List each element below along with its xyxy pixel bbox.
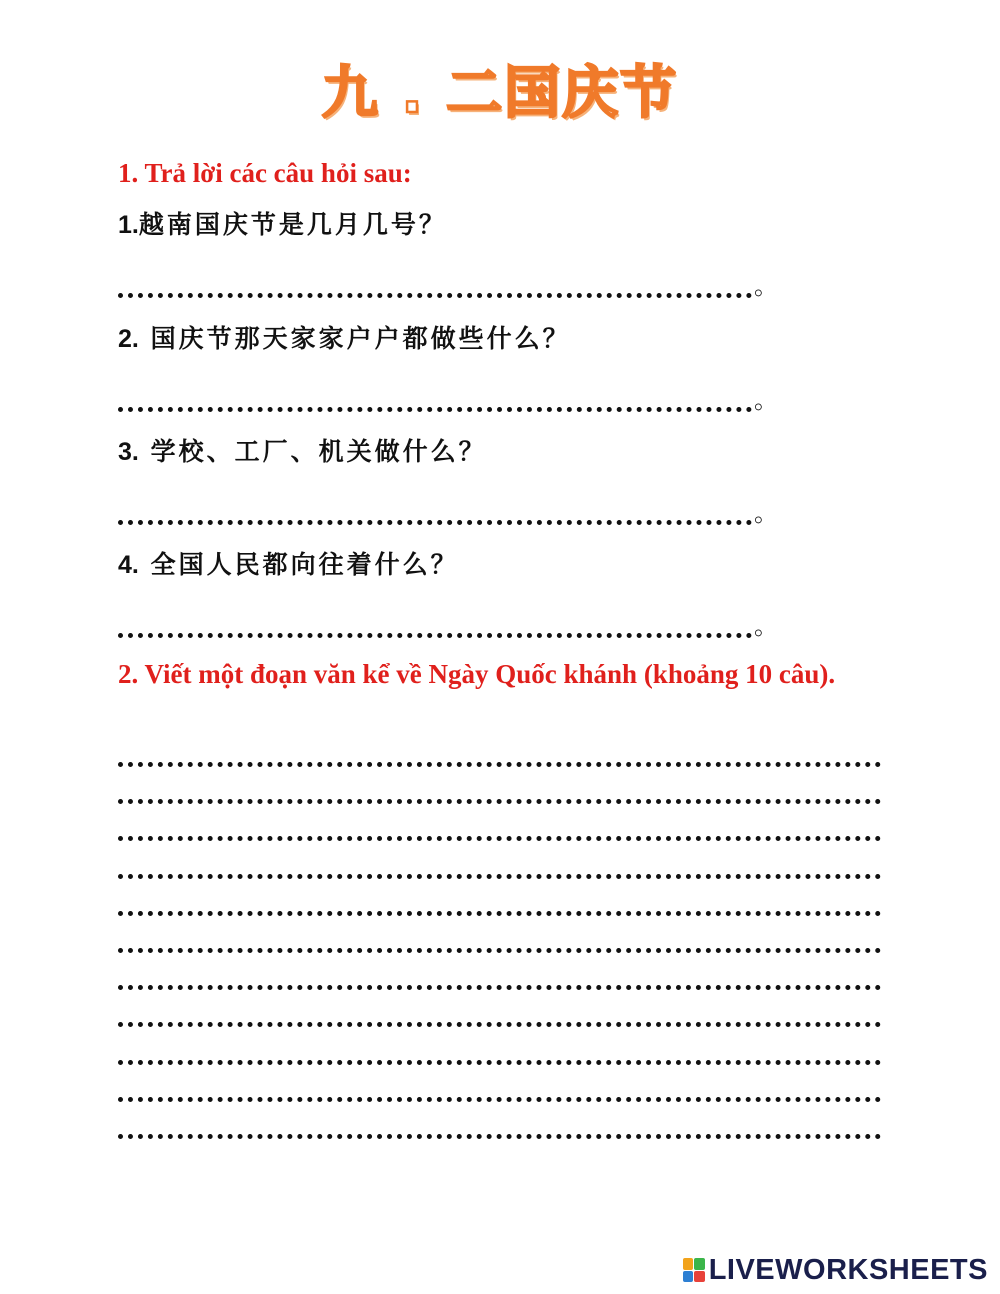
answer-period: 。 (754, 612, 778, 640)
question-3 (118, 435, 878, 469)
question-text: 国庆节那天家家户户都做些什么？ (138, 324, 571, 353)
question-text: 越南国庆节是几月几号？ (138, 210, 447, 239)
question-2 (118, 322, 878, 356)
worksheet-title: 九 . 二国庆节 (321, 61, 679, 126)
answer-period: 。 (754, 386, 778, 414)
writing-line[interactable] (118, 948, 881, 953)
writing-line[interactable] (118, 799, 881, 804)
answer-line-2[interactable] (118, 388, 778, 412)
question-4 (118, 548, 878, 582)
answer-dots (118, 387, 752, 412)
question-text: 全国人民都向往着什么？ (138, 550, 459, 579)
question-number: 3. (118, 438, 139, 466)
question-1 (118, 208, 878, 242)
writing-line[interactable] (118, 911, 881, 916)
writing-line[interactable] (118, 1022, 881, 1027)
question-number: 4. (118, 551, 139, 579)
answer-line-4[interactable] (118, 614, 778, 638)
answer-line-3[interactable] (118, 501, 778, 525)
question-text: 学校、工厂、机关做什么？ (138, 437, 487, 466)
writing-line[interactable] (118, 762, 881, 767)
writing-line[interactable] (118, 836, 881, 841)
section-1-heading: 1. Trả lời các câu hỏi sau: (118, 158, 412, 188)
question-number: 1. (118, 211, 139, 239)
logo-text: LIVEWORKSHEETS (708, 1253, 988, 1286)
section-2-heading: 2. Viết một đoạn văn kể về Ngày Quốc khánh (khoảng 10 câu). (118, 659, 836, 689)
answer-period: 。 (754, 272, 778, 300)
writing-line[interactable] (118, 874, 881, 879)
answer-line-1[interactable] (118, 274, 778, 298)
writing-line[interactable] (118, 985, 881, 990)
liveworksheets-logo (683, 1252, 988, 1288)
question-number: 2. (118, 325, 139, 353)
answer-dots (118, 613, 752, 638)
writing-line[interactable] (118, 1060, 881, 1065)
answer-dots (118, 500, 752, 525)
answer-dots (118, 273, 752, 298)
logo-mark-icon (683, 1258, 705, 1282)
writing-line[interactable] (118, 1097, 881, 1102)
writing-line[interactable] (118, 1134, 881, 1139)
answer-period: 。 (754, 499, 778, 527)
